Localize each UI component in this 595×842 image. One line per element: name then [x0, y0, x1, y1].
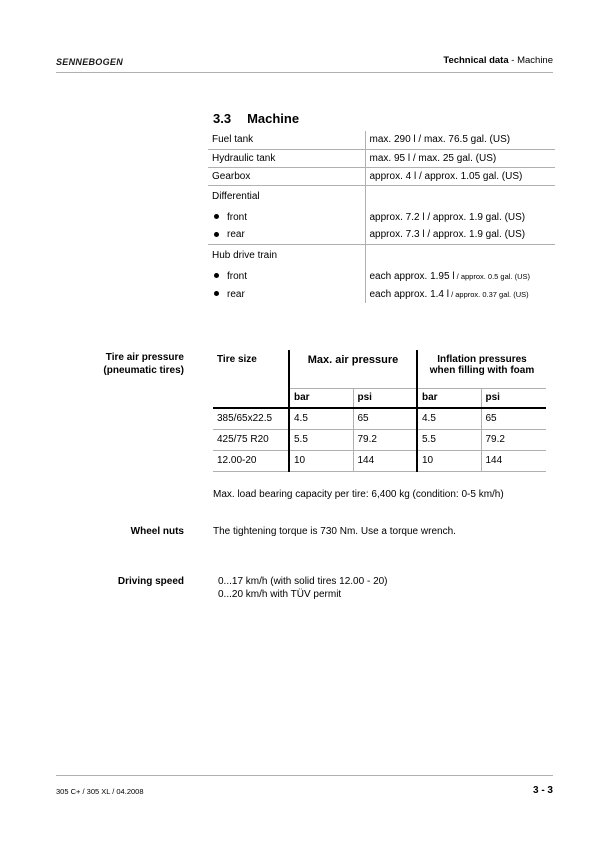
spec-label: front — [227, 270, 248, 282]
spec-value: each approx. 1.95 l — [369, 270, 455, 282]
tire-size-cell: 425/75 R20 — [213, 429, 289, 450]
spec-value-small: / approx. 0.5 gal. (US) — [454, 271, 531, 281]
section-title: Machine — [247, 111, 300, 126]
max-pressure-header: Max. air pressure — [289, 350, 417, 388]
spec-value: approx. 7.2 l / approx. 1.9 gal. (US) — [365, 208, 555, 226]
inflation-header — [417, 350, 546, 388]
spec-row-differential — [208, 185, 555, 208]
bar-cell: 4.5 — [289, 408, 353, 429]
spec-value: max. 290 l / max. 76.5 gal. (US) — [365, 131, 555, 149]
tire-table-header — [213, 350, 546, 388]
tire-size-cell: 12.00-20 — [213, 450, 289, 471]
section-heading — [213, 111, 299, 126]
foam-psi-cell: 79.2 — [481, 429, 546, 450]
bullet-icon — [214, 273, 219, 278]
footer-divider — [56, 775, 553, 776]
bullet-icon — [214, 291, 219, 296]
unit-psi: psi — [353, 388, 417, 408]
spec-value: approx. 4 l / approx. 1.05 gal. (US) — [365, 167, 555, 185]
unit-bar: bar — [289, 388, 353, 408]
page-number: 3 - 3 — [532, 785, 553, 796]
footer-doc-id: 305 C+ / 305 XL / 04.2008 — [56, 787, 144, 796]
spec-value-small: / approx. 0.37 gal. (US) — [449, 289, 529, 299]
foam-bar-cell: 4.5 — [417, 408, 481, 429]
spec-label: rear — [227, 288, 245, 300]
driving-speed-text — [218, 575, 388, 601]
foam-psi-cell: 65 — [481, 408, 546, 429]
driving-speed-label: Driving speed — [117, 576, 184, 587]
header-divider — [56, 72, 553, 73]
bar-cell: 10 — [289, 450, 353, 471]
tire-pressure-label-line1: Tire air pressure — [105, 352, 184, 363]
spec-value: max. 95 l / max. 25 gal. (US) — [365, 149, 555, 167]
bullet-icon — [214, 214, 219, 219]
spec-label: Fuel tank — [212, 134, 254, 146]
tire-size-header: Tire size — [217, 354, 257, 365]
tire-size-cell: 385/65x22.5 — [213, 408, 289, 429]
inflation-header-line2: when filling with foam — [429, 365, 535, 376]
spec-label: front — [227, 211, 248, 223]
unit-psi: psi — [481, 388, 546, 408]
table-row — [213, 429, 546, 450]
psi-cell: 79.2 — [353, 429, 417, 450]
driving-speed-line2: 0...20 km/h with TÜV permit — [218, 589, 342, 600]
table-row — [213, 408, 546, 429]
psi-cell: 65 — [353, 408, 417, 429]
load-capacity-note: Max. load bearing capacity per tire: 6,400 kg (condition: 0-5 km/h) — [213, 489, 504, 500]
header-section-rest: - Machine — [508, 55, 553, 66]
bar-cell: 5.5 — [289, 429, 353, 450]
tire-pressure-label-line2: (pneumatic tires) — [103, 365, 184, 376]
foam-bar-cell: 10 — [417, 450, 481, 471]
wheel-nuts-text: The tightening torque is 730 Nm. Use a torque wrench. — [213, 526, 456, 537]
spec-label: Hub drive train — [208, 244, 365, 267]
spec-row-gearbox — [208, 167, 555, 185]
tire-table-units — [213, 388, 546, 408]
spec-label: Hydraulic tank — [208, 149, 365, 167]
table-row — [213, 450, 546, 471]
spec-row-diff-front — [208, 208, 555, 226]
header-section-bold: Technical data — [443, 55, 509, 66]
bullet-icon — [214, 232, 219, 237]
header-section-title — [443, 55, 553, 66]
wheel-nuts-label: Wheel nuts — [130, 526, 184, 537]
unit-bar: bar — [417, 388, 481, 408]
foam-bar-cell: 5.5 — [417, 429, 481, 450]
spec-row-hydraulic-tank — [208, 149, 555, 167]
capacity-table — [208, 131, 555, 303]
spec-row-hub-front — [208, 267, 555, 285]
spec-label: Gearbox — [208, 167, 365, 185]
spec-label: Differential — [208, 185, 365, 208]
foam-psi-cell: 144 — [481, 450, 546, 471]
spec-label: rear — [227, 229, 245, 241]
spec-row-hub-rear — [208, 285, 555, 303]
spec-row-hub-drive-train — [208, 244, 555, 267]
psi-cell: 144 — [353, 450, 417, 471]
tire-pressure-table — [213, 350, 546, 472]
inflation-header-line1: Inflation pressures — [437, 354, 527, 365]
spec-value: approx. 7.3 l / approx. 1.9 gal. (US) — [365, 226, 555, 244]
spec-row-fuel-tank — [208, 131, 555, 149]
spec-row-diff-rear — [208, 226, 555, 244]
section-number: 3.3 — [213, 111, 232, 126]
tire-pressure-label — [40, 351, 184, 377]
driving-speed-line1: 0...17 km/h (with solid tires 12.00 - 20) — [218, 576, 388, 587]
spec-value: each approx. 1.4 l — [369, 288, 449, 300]
sennebogen-logo: SENNEBOGEN — [56, 57, 124, 67]
